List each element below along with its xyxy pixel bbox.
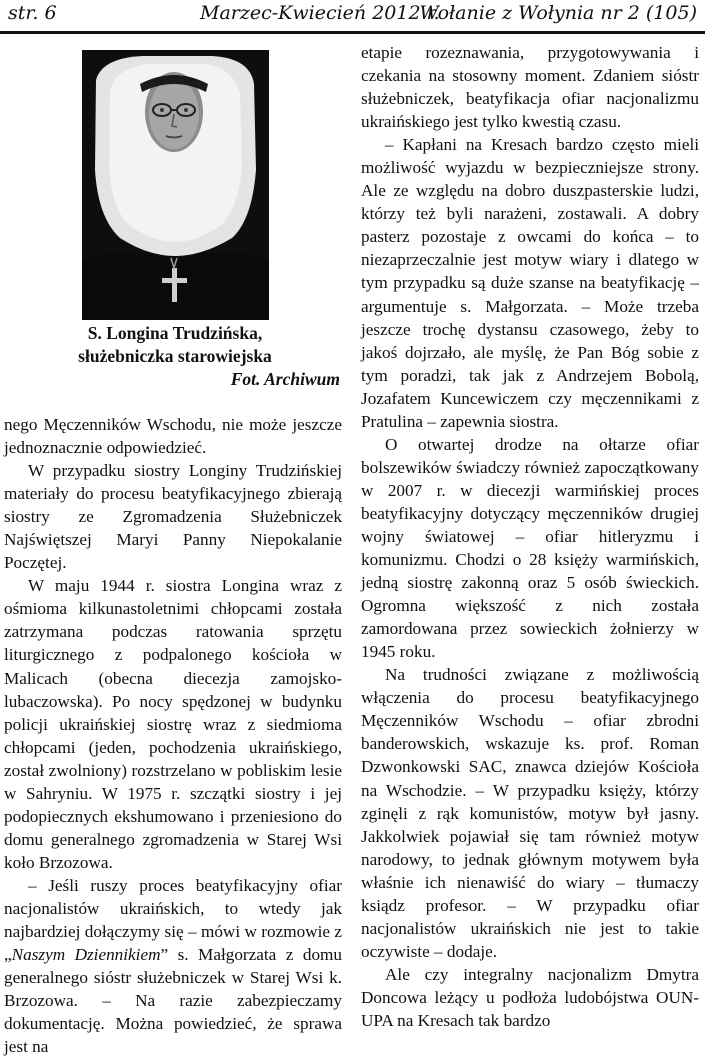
photo-credit: Fot. Archiwum xyxy=(230,369,340,389)
caption-name: S. Longina Trudzińska, xyxy=(87,323,263,343)
paragraph-text: ” s. Małgorzata z domu generalnego sióstr służebniczek w Starej Wsi k. Brzozowa. – Na razie zabezpieczamy dokumentację. Można powiedzieć, że sprawa jest na xyxy=(4,945,343,1057)
right-column xyxy=(361,41,699,1032)
caption-title: służebniczka starowiejska xyxy=(78,346,272,366)
portrait-image xyxy=(82,50,269,320)
paragraph: Na trudności związane z możliwością włączenia do procesu beatyfikacyjnego Męczenników Wschodu – ofiar zbrodni banderowskich, wskazuje ks. prof. Roman Dzwonkowski SAC, znawca dziejów Kościoła na Wschodzie. – W przypadku księży, którzy zginęli z rąk komunistów, motyw był jasny. Jakkolwiek pojawiał się tam również motyw narodowy, to jednak głównym motywem była właśnie ich nienawiść do wiary – tłumaczy ksiądz profesor. – W przypadku ofiar nacjonalistów ukraińskich nie jest to takie oczywiste – dodaje. xyxy=(361,665,699,961)
photo-caption xyxy=(0,322,350,391)
header-rule xyxy=(0,31,705,34)
paragraph: etapie rozeznawania, przygotowywania i czekania na stosowny moment. Zdaniem sióstr służebniczek, beatyfikacja ofiar nacjonalizmu ukraińskiego jest tylko kwestią czasu. xyxy=(361,43,699,132)
paragraph: W maju 1944 r. siostra Longina wraz z ośmioma kilkunastoletnimi chłopcami została zatrzymana podczas ratowania sprzętu liturgicznego z podpalonego kościoła w Malicach (obecna diecezja zamojsko-lubaczowska). Po nocy spędzonej w budynku policji ukraińskiej siostrę wraz z siedmioma chłopcami (jeden, pochodzenia ukraińskiego, został zwolniony) rozstrzelano w pobliskim lesie w Sahryniu. W 1975 r. szczątki siostry i jej podopiecznych ekshumowano i przeniesiono do domu generalnego zgromadzenia w Starej Wsi koło Brzozowa. xyxy=(4,576,342,872)
paragraph-text: – Jeśli ruszy proces beatyfikacyjny ofiar nacjonalistów ukraińskich, to wtedy jak najbardziej dołączymy się – mówi w rozmowie z „ xyxy=(4,875,342,965)
paragraph: W przypadku siostry Longiny Trudzińskiej materiały do procesu beatyfikacyjnego zbierają siostry ze Zgromadzenia Służebniczek Najświętszej Maryi Panny Niepokalanie Poczętej. xyxy=(4,461,342,573)
magazine-issue: Wołanie z Wołynia nr 2 (105) xyxy=(419,2,697,24)
paragraph: Ale czy integralny nacjonalizm Dmytra Doncowa leżący u podłoża ludobójstwa OUN-UPA na Kresach tak bardzo xyxy=(361,964,699,1030)
page-header xyxy=(0,0,705,34)
issue-date: Marzec-Kwiecień 2012 r. xyxy=(200,2,440,24)
newspaper-title: Naszym Dziennikiem xyxy=(11,945,161,965)
paragraph: – Kapłani na Kresach bardzo często mieli możliwość wyjazdu w bezpieczniejsze strony. Ale ze względu na dobro duszpasterskie ludzi, którzy też byli narażeni, zostawali. A dobry pasterz pozostaje z owcami do końca – to niezaprzeczalnie jest motyw wiary i dlatego w tym przypadku są duże szanse na beatyfikację – argumentuje s. Małgorzata. – Może trzeba jeszcze trochę dystansu czasowego, żeby to jakoś dojrzało, ale myślę, że Pan Bóg sobie z tym poradzi, tak jak z Andrzejem Bobolą, Jozafatem Kuncewiczem czy męczennikami z Pratulina – zapewnia siostra. xyxy=(361,135,699,431)
page-number: str. 6 xyxy=(8,2,57,24)
paragraph xyxy=(4,874,342,1058)
left-column xyxy=(4,413,342,1058)
paragraph: O otwartej drodze na ołtarze ofiar bolszewików świadczy również zapoczątkowany w 2007 r. w diecezji warmińskiej proces beatyfikacyjny dotyczący męczenników drugiej wojny światowej – ofiar hitleryzmu i komunizmu. Chodzi o 28 księży warmińskich, jedną siostrę zakonną oraz 5 osób świeckich. Ogromna większość z nich została zamordowana przez sowieckich żołnierzy w 1945 roku. xyxy=(361,434,699,662)
paragraph: nego Męczenników Wschodu, nie może jeszcze jednoznacznie odpowiedzieć. xyxy=(4,415,342,458)
nun-portrait-photo xyxy=(82,50,269,320)
